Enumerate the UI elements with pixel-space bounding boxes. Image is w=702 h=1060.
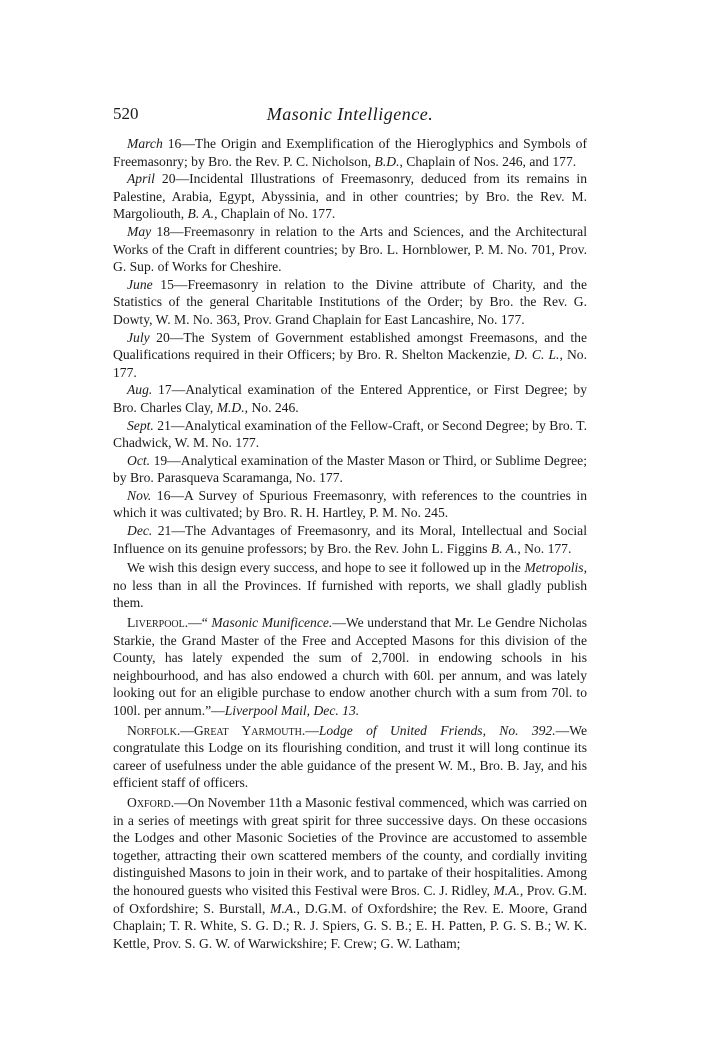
lecture-entry: April 20—Incidental Illustrations of Freemasonry, deduced from its remains in Palestine, Arabia, Egypt, Abyssinia, and in other countries; by Bro. the Rev. M. Margoliouth, B. A., Chaplain of No. 177. bbox=[113, 171, 587, 222]
lecture-entry: June 15—Freemasonry in relation to the Divine attribute of Charity, and the Statistics of the general Charitable Institutions of the Order; by Bro. the Rev. G. Dowty, W. M. No. 363, Prov. Grand Chaplain for East Lancashire, No. 177. bbox=[113, 276, 587, 327]
lecture-entry: Nov. 16—A Survey of Spurious Freemasonry, with references to the countries in which it was cultivated; by Bro. R. H. Hartley, P. M. No. 245. bbox=[113, 487, 587, 521]
lecture-entry: May 18—Freemasonry in relation to the Arts and Sciences, and the Architectural Works of the Craft in different countries; by Bro. L. Hornblower, P. M. No. 701, Prov. G. Sup. of Works for Cheshire. bbox=[113, 223, 587, 275]
place-heading: Oxford. bbox=[127, 794, 175, 810]
page-number: 520 bbox=[113, 104, 139, 123]
place-heading: Norfolk. bbox=[127, 722, 181, 738]
running-title: Masonic Intelligence. bbox=[266, 104, 434, 124]
lecture-entry: Sept. 21—Analytical examination of the Fellow-Craft, or Second Degree; by Bro. T. Chadwick, W. M. No. 177. bbox=[113, 417, 587, 451]
lecture-entry: July 20—The System of Government established amongst Freemasons, and the Qualifications required in their Officers; by Bro. R. Shelton Mackenzie, D. C. L., No. 177. bbox=[113, 329, 587, 380]
norfolk-paragraph: Norfolk.—Great Yarmouth.—Lodge of United Friends, No. 392.—We congratulate this Lodge on its flourishing condition, and trust it will long continue its career of usefulness under the able guidance of the present W. M., Bro. B. Jay, and his efficient staff of officers. bbox=[113, 722, 587, 791]
lecture-entry: Oct. 19—Analytical examination of the Master Mason or Third, or Sublime Degree; by Bro. Parasqueva Scaramanga, No. 177. bbox=[113, 452, 587, 486]
place-heading: Liverpool. bbox=[127, 615, 189, 631]
page-header bbox=[113, 104, 587, 128]
closing-paragraph: We wish this design every success, and hope to see it followed up in the Metropolis, no less than in all the Provinces. If furnished with reports, we shall gladly publish them. bbox=[113, 560, 587, 611]
lecture-entry: Aug. 17—Analytical examination of the Entered Apprentice, or First Degree; by Bro. Charles Clay, M.D., No. 246. bbox=[113, 382, 587, 415]
liverpool-paragraph: Liverpool.—“ Masonic Munificence.—We understand that Mr. Le Gendre Nicholas Starkie, the Grand Master of the Free and Accepted Masons for this division of the County, has lately expended the sum of 2,700l. in endowing schools in his neighbourhood, and has also endowed a church with 60l. per annum, and was lately looking out for an eligible purchase to endow another church with a sum from 70l. to 100l. per annum.”—Liverpool Mail, Dec. 13. bbox=[113, 615, 587, 718]
article-body bbox=[113, 135, 587, 952]
lecture-entry: Dec. 21—The Advantages of Freemasonry, and its Moral, Intellectual and Social Influence on its genuine professors; by Bro. the Rev. John L. Figgins B. A., No. 177. bbox=[113, 523, 587, 556]
lecture-list bbox=[113, 135, 587, 557]
lecture-entry: March 16—The Origin and Exemplification of the Hieroglyphics and Symbols of Freemasonry; by Bro. the Rev. P. C. Nicholson, B.D., Chaplain of Nos. 246, and 177. bbox=[113, 136, 587, 169]
oxford-paragraph: Oxford.—On November 11th a Masonic festival commenced, which was carried on in a series of meetings with great spirit for three successive days. On these occasions the Lodges and other Masonic Societies of the Province are accustomed to assemble together, attracting their own scattered members of the county, and cordially inviting distinguished Masons to join in their work, and to partake of their hospitalities. Among the honoured guests who visited this Festival were Bros. C. J. Ridley, M.A., Prov. G.M. of Oxfordshire; S. Burstall, M.A., D.G.M. of Oxfordshire; the Rev. E. Moore, Grand Chaplain; T. R. White, S. G. D.; R. J. Spiers, G. S. B.; E. H. Patten, P. G. S. B.; W. K. Kettle, Prov. S. G. W. of Warwickshire; F. Crew; G. W. Latham; bbox=[113, 794, 587, 951]
